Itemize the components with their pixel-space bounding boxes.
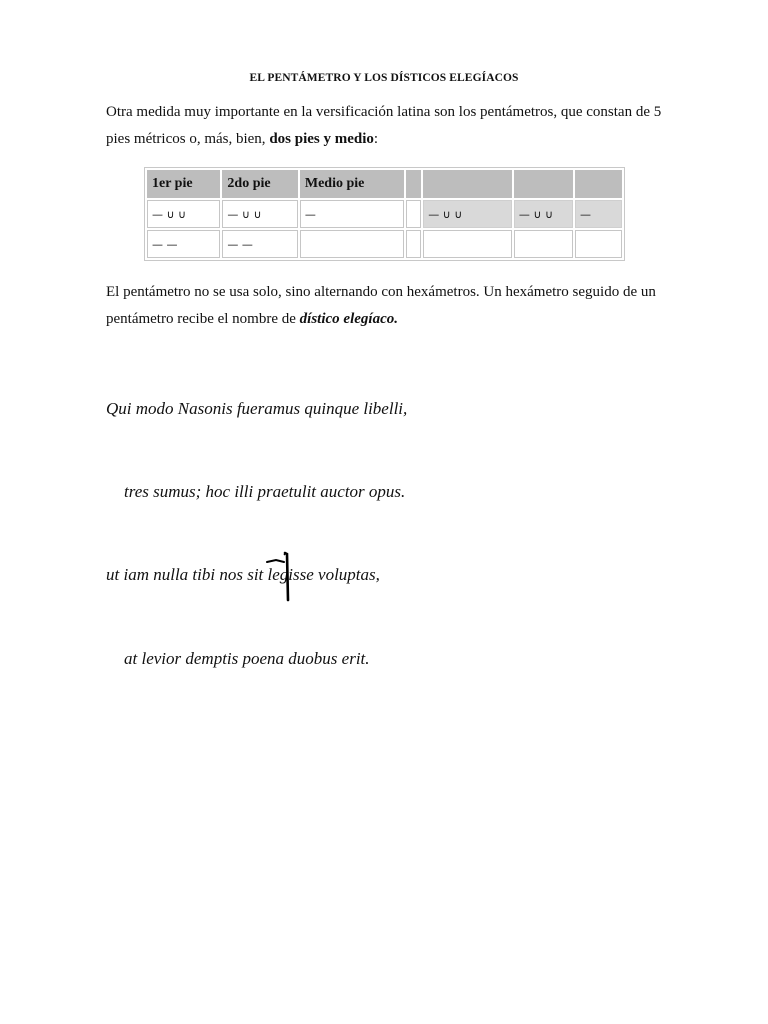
- table-header-row: [147, 170, 622, 198]
- table-cell: — ∪ ∪: [514, 200, 573, 228]
- table-cell: [575, 230, 622, 258]
- table-row: [147, 200, 622, 228]
- header-cell: 1er pie: [147, 170, 220, 198]
- table-cell: [514, 230, 573, 258]
- table-cell: — ∪ ∪: [147, 200, 220, 228]
- table-cell: —: [300, 200, 404, 228]
- table-cell: — —: [222, 230, 297, 258]
- table-cell: [406, 230, 421, 258]
- metric-feet-table: [144, 167, 625, 261]
- table-cell: — ∪ ∪: [222, 200, 297, 228]
- table-cell: —: [575, 200, 622, 228]
- second-text: El pentámetro no se usa solo, sino alternando con hexámetros. Un hexámetro seguido de un pentámetro recibe el nombre de: [106, 284, 656, 327]
- header-cell: [406, 170, 421, 198]
- header-cell: [514, 170, 573, 198]
- document-title: EL PENTÁMETRO Y LOS DÍSTICOS ELEGÍACOS: [249, 72, 519, 84]
- verse-line: tres sumus; hoc illi praetulit auctor opus.: [124, 482, 406, 501]
- table-cell: [423, 230, 512, 258]
- text-cursor-icon: [264, 550, 294, 606]
- verse-line: at levior demptis poena duobus erit.: [124, 649, 370, 668]
- distico-term: dístico elegíaco.: [299, 311, 398, 327]
- verse-line: Qui modo Nasonis fueramus quinque libelli,: [106, 399, 408, 418]
- intro-colon: :: [373, 131, 379, 147]
- header-cell: [423, 170, 512, 198]
- header-cell: Medio pie: [300, 170, 404, 198]
- table-cell: [300, 230, 404, 258]
- table-cell: — ∪ ∪: [423, 200, 512, 228]
- intro-bold-text: dos pies y medio: [269, 131, 374, 147]
- table-cell: [406, 200, 421, 228]
- header-cell: 2do pie: [222, 170, 297, 198]
- intro-text: Otra medida muy importante en la versificación latina son los pentámetros, que constan de 5 pies métricos o, más, bien,: [106, 104, 662, 147]
- verse-line: ut iam nulla tibi nos sit legisse voluptas,: [106, 565, 380, 584]
- header-cell: [575, 170, 622, 198]
- table-row: [147, 230, 622, 258]
- second-paragraph: [106, 279, 666, 333]
- table-cell: — —: [147, 230, 220, 258]
- intro-paragraph: [106, 99, 666, 153]
